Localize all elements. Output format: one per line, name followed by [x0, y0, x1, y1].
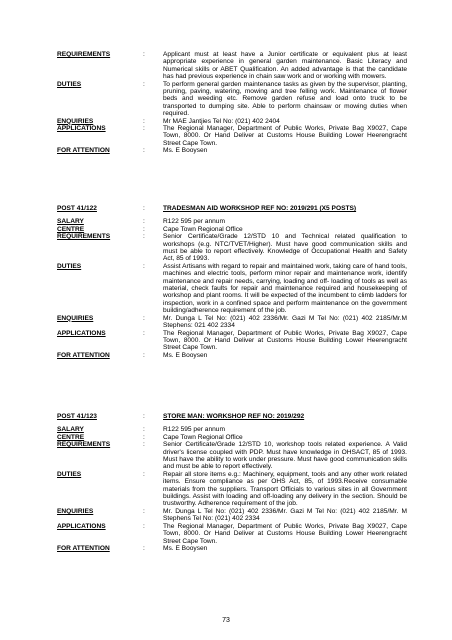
- colon: :: [143, 426, 145, 434]
- attention-label: FOR ATTENTION: [57, 351, 110, 359]
- applications-row: [57, 125, 407, 147]
- centre-text: Cape Town Regional Office: [163, 225, 243, 233]
- duties-text: Repair all store items e.g.: Machinery, equipment, tools and any other work related items. Ensure compliance as per OHS Act, 85, of 1993.Receive consumable materials from the suppliers. Transport Officials to various sites in all Government buildings. Assist with loading and off-loading any delivery in the section. Should be trustworthy. Adherence requirement of the job.: [163, 470, 407, 508]
- applications-text: The Regional Manager, Department of Public Works, Private Bag X9027, Cape Town, 8000. Or Hand Deliver at Customs House Building Lower Heerengracht Street Cape Town.: [163, 329, 407, 352]
- colon: :: [143, 329, 145, 337]
- salary-row: [57, 426, 407, 433]
- colon: :: [143, 522, 145, 530]
- post-number: POST 41/122: [57, 205, 97, 212]
- colon: :: [143, 125, 145, 133]
- applications-text: The Regional Manager, Department of Public Works, Private Bag X9027, Cape Town, 8000. Or Hand Deliver at Customs House Building Lower Heerengracht Street Cape Town.: [163, 125, 407, 147]
- salary-text: R122 595 per annum: [163, 218, 225, 226]
- attention-text: Ms. E Booysen: [163, 544, 208, 552]
- enquiries-row: [57, 118, 407, 125]
- applications-row: [57, 330, 407, 352]
- duties-label: DUTIES: [57, 470, 82, 478]
- post-header-row: [57, 205, 407, 212]
- enquiries-label: ENQUIRIES: [57, 507, 94, 515]
- enquiries-label: ENQUIRIES: [57, 117, 94, 125]
- centre-row: [57, 226, 407, 233]
- enquiries-text: Mr MAE Jantjies Tel No: (021) 402 2404: [163, 117, 280, 125]
- post-header-row: [57, 413, 407, 420]
- requirements-text: Senior Certificate/Grade 12/STD 10, workshop tools related experience. A Valid driver's license coupled with PDP. Must have knowledge in OHSACT, 85 of 1993. Must have the ability to work under pressure. Must have good communication skills and must be able to report effectively.: [163, 441, 407, 471]
- colon: :: [143, 413, 145, 420]
- colon: :: [143, 117, 145, 125]
- post-title: STORE MAN: WORKSHOP REF NO: 2019/292: [163, 413, 305, 420]
- colon: :: [143, 51, 145, 58]
- colon: :: [143, 147, 145, 155]
- colon: :: [143, 80, 145, 88]
- colon: :: [143, 233, 145, 241]
- colon: :: [143, 544, 145, 552]
- requirements-text: Applicant must at least have a Junior certificate or equivalent plus at least appropriate experience in general garden maintenance. Basic Literacy and Numerical skills or ABET Qualification. An added advantage is that the candidate has had previous experience in chain saw work and or working with mowers.: [163, 51, 407, 81]
- colon: :: [143, 205, 145, 212]
- attention-text: Ms. E Booysen: [163, 147, 208, 155]
- colon: :: [143, 218, 145, 226]
- post-number: POST 41/123: [57, 413, 97, 420]
- duties-label: DUTIES: [57, 262, 82, 270]
- applications-label: APPLICATIONS: [57, 329, 106, 337]
- requirements-label: REQUIREMENTS: [57, 441, 111, 449]
- colon: :: [143, 507, 145, 515]
- centre-row: [57, 434, 407, 441]
- applications-text: The Regional Manager, Department of Public Works, Private Bag X9027, Cape Town, 8000. Or Hand Deliver at Customs House Building Lower Heerengracht Street Cape Town.: [163, 522, 407, 545]
- enquiries-row: [57, 315, 407, 330]
- duties-text: Assist Artisans with regard to repair and maintained work, taking care of hand tools, machines and electric tools, perform minor repair and maintenance work, identify maintenance and repair needs, carrying, loading and off- loading of tools as well as material, check faults for repair and maintenance required and housekeeping of workshop and plant rooms. It will be expected of the incumbent to climb ladders for inspection, work in a confined space and perform maintenance on the government building/adherence requirement of the job.: [163, 262, 407, 315]
- attention-row: [57, 545, 407, 552]
- requirements-label: REQUIREMENTS: [57, 233, 111, 241]
- requirements-row: [57, 441, 407, 471]
- requirements-row: [57, 233, 407, 263]
- section-garden-continuation: [57, 51, 407, 155]
- attention-row: [57, 352, 407, 359]
- duties-row: [57, 263, 407, 315]
- duties-text: To perform general garden maintenance tasks as given by the supervisor, planting, pruning, paving, watering, mowing and tree felling work. Maintenance of flower beds and weeding etc. Remove garden refuse and load onto truck to be transported to dumping site. Able to perform chainsaw or mowing duties when required.: [163, 80, 407, 118]
- attention-row: [57, 147, 407, 154]
- attention-label: FOR ATTENTION: [57, 147, 110, 155]
- enquiries-text: Mr. Dunga L Tel No: (021) 402 2336/Mr. Gazi M Tel No: (021) 402 2185/Mr.M Stephens: 021 402 2334: [163, 314, 407, 330]
- post-title: TRADESMAN AID WORKSHOP REF NO: 2019/291 (X5 POSTS): [163, 205, 357, 212]
- centre-text: Cape Town Regional Office: [163, 433, 243, 441]
- applications-row: [57, 523, 407, 545]
- duties-row: [57, 81, 407, 118]
- applications-label: APPLICATIONS: [57, 522, 106, 530]
- requirements-label: REQUIREMENTS: [57, 51, 111, 58]
- enquiries-text: Mr. Dunga L Tel No: (021) 402 2336/Mr. Gazi M Tel No: (021) 402 2185/Mr. M Stephens Tel No: (021) 402 2334: [163, 507, 407, 523]
- applications-label: APPLICATIONS: [57, 125, 106, 133]
- requirements-text: Senior Certificate/Grade 12/STD 10 and Technical related qualification to workshops (e.g. NTC/TVET/Higher). Must have good communication skills and must be able to report effectively. Knowledge of Occupational Health and Safety Act, 85 of 1993.: [163, 233, 407, 263]
- colon: :: [143, 351, 145, 359]
- centre-label: CENTRE: [57, 225, 85, 233]
- duties-row: [57, 471, 407, 508]
- centre-label: CENTRE: [57, 433, 85, 441]
- salary-text: R122 595 per annum: [163, 426, 225, 434]
- attention-text: Ms. E Booysen: [163, 351, 208, 359]
- colon: :: [143, 470, 145, 478]
- section-post-122: [57, 205, 407, 359]
- salary-label: SALARY: [57, 426, 84, 434]
- colon: :: [143, 433, 145, 441]
- colon: :: [143, 441, 145, 449]
- duties-label: DUTIES: [57, 80, 82, 88]
- enquiries-label: ENQUIRIES: [57, 314, 94, 322]
- colon: :: [143, 314, 145, 322]
- colon: :: [143, 262, 145, 270]
- requirements-row: [57, 51, 407, 81]
- page-number: 73: [222, 617, 230, 624]
- colon: :: [143, 225, 145, 233]
- attention-label: FOR ATTENTION: [57, 544, 110, 552]
- section-post-123: [57, 413, 407, 552]
- salary-row: [57, 218, 407, 225]
- salary-label: SALARY: [57, 218, 84, 226]
- enquiries-row: [57, 508, 407, 523]
